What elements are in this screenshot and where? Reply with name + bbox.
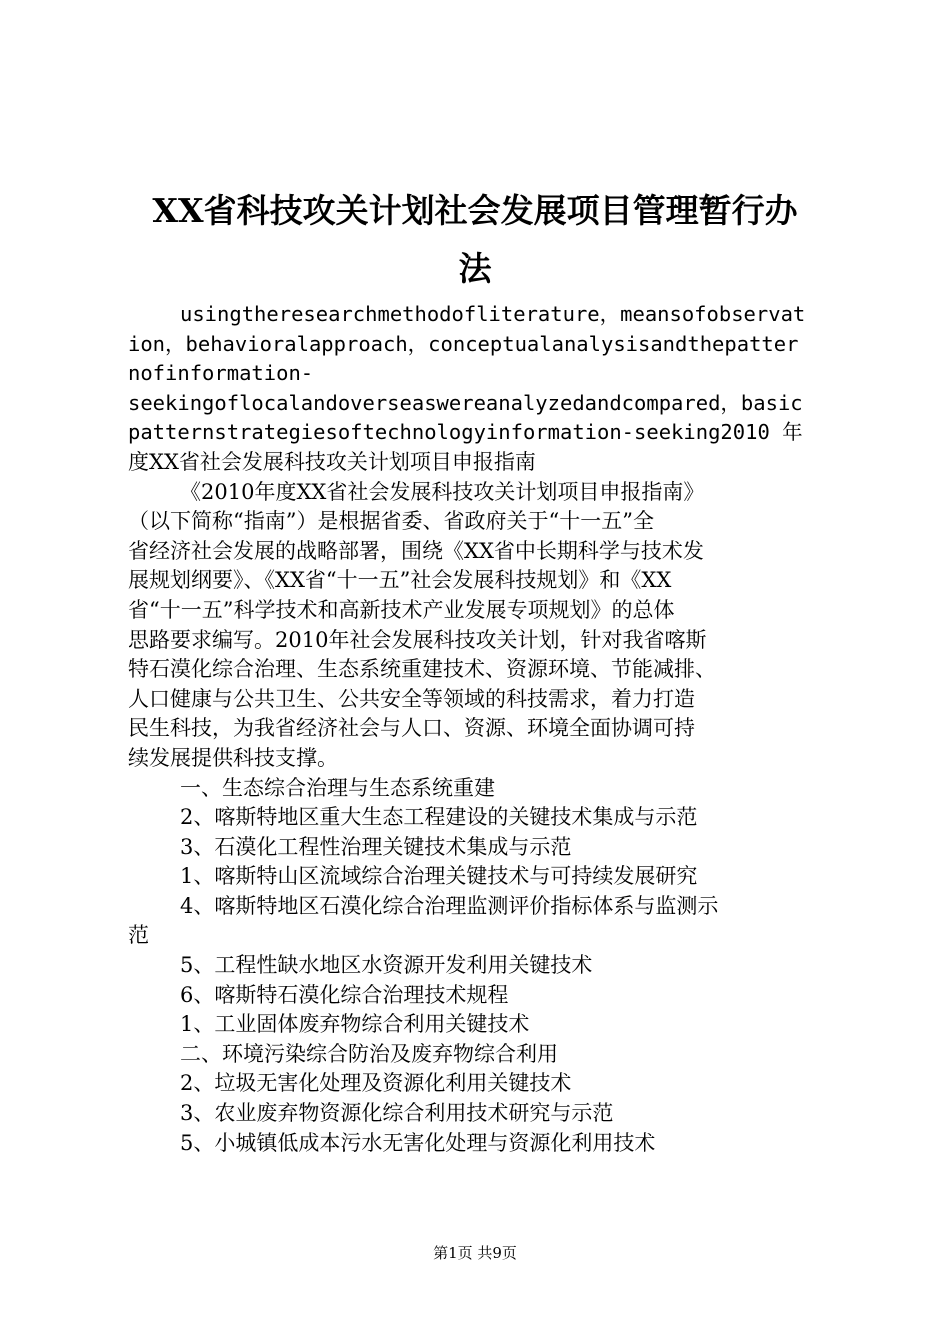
body-line: 展规划纲要》、《XX省“十一五”社会发展科技规划》和《XX — [128, 568, 672, 593]
body-line: patternstrategiesoftechnologyinformation-seeking2010 年 — [128, 420, 803, 445]
list-item: 3、农业废弃物资源化综合利用技术研究与示范 — [180, 1101, 614, 1126]
body-line: 思路要求编写。2010年社会发展科技攻关计划，针对我省喀斯 — [128, 627, 707, 652]
body-line: 度XX省社会发展科技攻关计划项目申报指南 — [128, 449, 536, 474]
body-line: usingtheresearchmethodofliterature，meansofobservat — [180, 302, 806, 326]
page-footer: 第1页 共9页 — [433, 1244, 517, 1262]
body-line: nofinformation- — [128, 361, 314, 386]
list-item: 2、喀斯特地区重大生态工程建设的关键技术集成与示范 — [180, 805, 698, 830]
list-item: 3、石漠化工程性治理关键技术集成与示范 — [180, 834, 572, 859]
list-item: 5、工程性缺水地区水资源开发利用关键技术 — [180, 953, 593, 978]
list-item: 5、小城镇低成本污水无害化处理与资源化利用技术 — [180, 1130, 656, 1155]
body-line: 续发展提供科技支撑。 — [128, 745, 338, 770]
list-item: 1、喀斯特山区流域综合治理关键技术与可持续发展研究 — [180, 864, 698, 889]
section-heading: 一、生态综合治理与生态系统重建 — [180, 775, 495, 800]
list-item: 1、工业固体废弃物综合利用关键技术 — [180, 1012, 530, 1037]
body-line: 《2010年度XX省社会发展科技攻关计划项目申报指南》 — [180, 479, 705, 504]
document-title-line-1: XX省科技攻关计划社会发展项目管理暂行办 — [152, 191, 798, 230]
list-item-continuation: 范 — [128, 923, 149, 948]
list-item: 2、垃圾无害化处理及资源化利用关键技术 — [180, 1071, 572, 1096]
body-line: ion，behavioralapproach，conceptualanalysisandthepatter — [128, 331, 799, 356]
document-body — [128, 300, 838, 1158]
list-item: 4、喀斯特地区石漠化综合治理监测评价指标体系与监测示 — [180, 893, 719, 918]
body-line: 省经济社会发展的战略部署，围绕《XX省中长期科学与技术发 — [128, 538, 704, 563]
body-line: 民生科技，为我省经济社会与人口、资源、环境全面协调可持 — [128, 716, 695, 741]
body-line: 特石漠化综合治理、生态系统重建技术、资源环境、节能减排、 — [128, 657, 716, 682]
body-line: 省“十一五”科学技术和高新技术产业发展专项规划》的总体 — [128, 597, 675, 622]
list-item: 6、喀斯特石漠化综合治理技术规程 — [180, 982, 509, 1007]
document-title-line-2: 法 — [458, 249, 492, 288]
body-line: （以下简称“指南”）是根据省委、省政府关于“十一五”全 — [128, 509, 654, 534]
body-line: seekingoflocalandoverseaswereanalyzedandcompared，basic — [128, 390, 803, 415]
section-heading: 二、环境污染综合防治及废弃物综合利用 — [180, 1041, 558, 1066]
body-line: 人口健康与公共卫生、公共安全等领域的科技需求，着力打造 — [128, 686, 695, 711]
